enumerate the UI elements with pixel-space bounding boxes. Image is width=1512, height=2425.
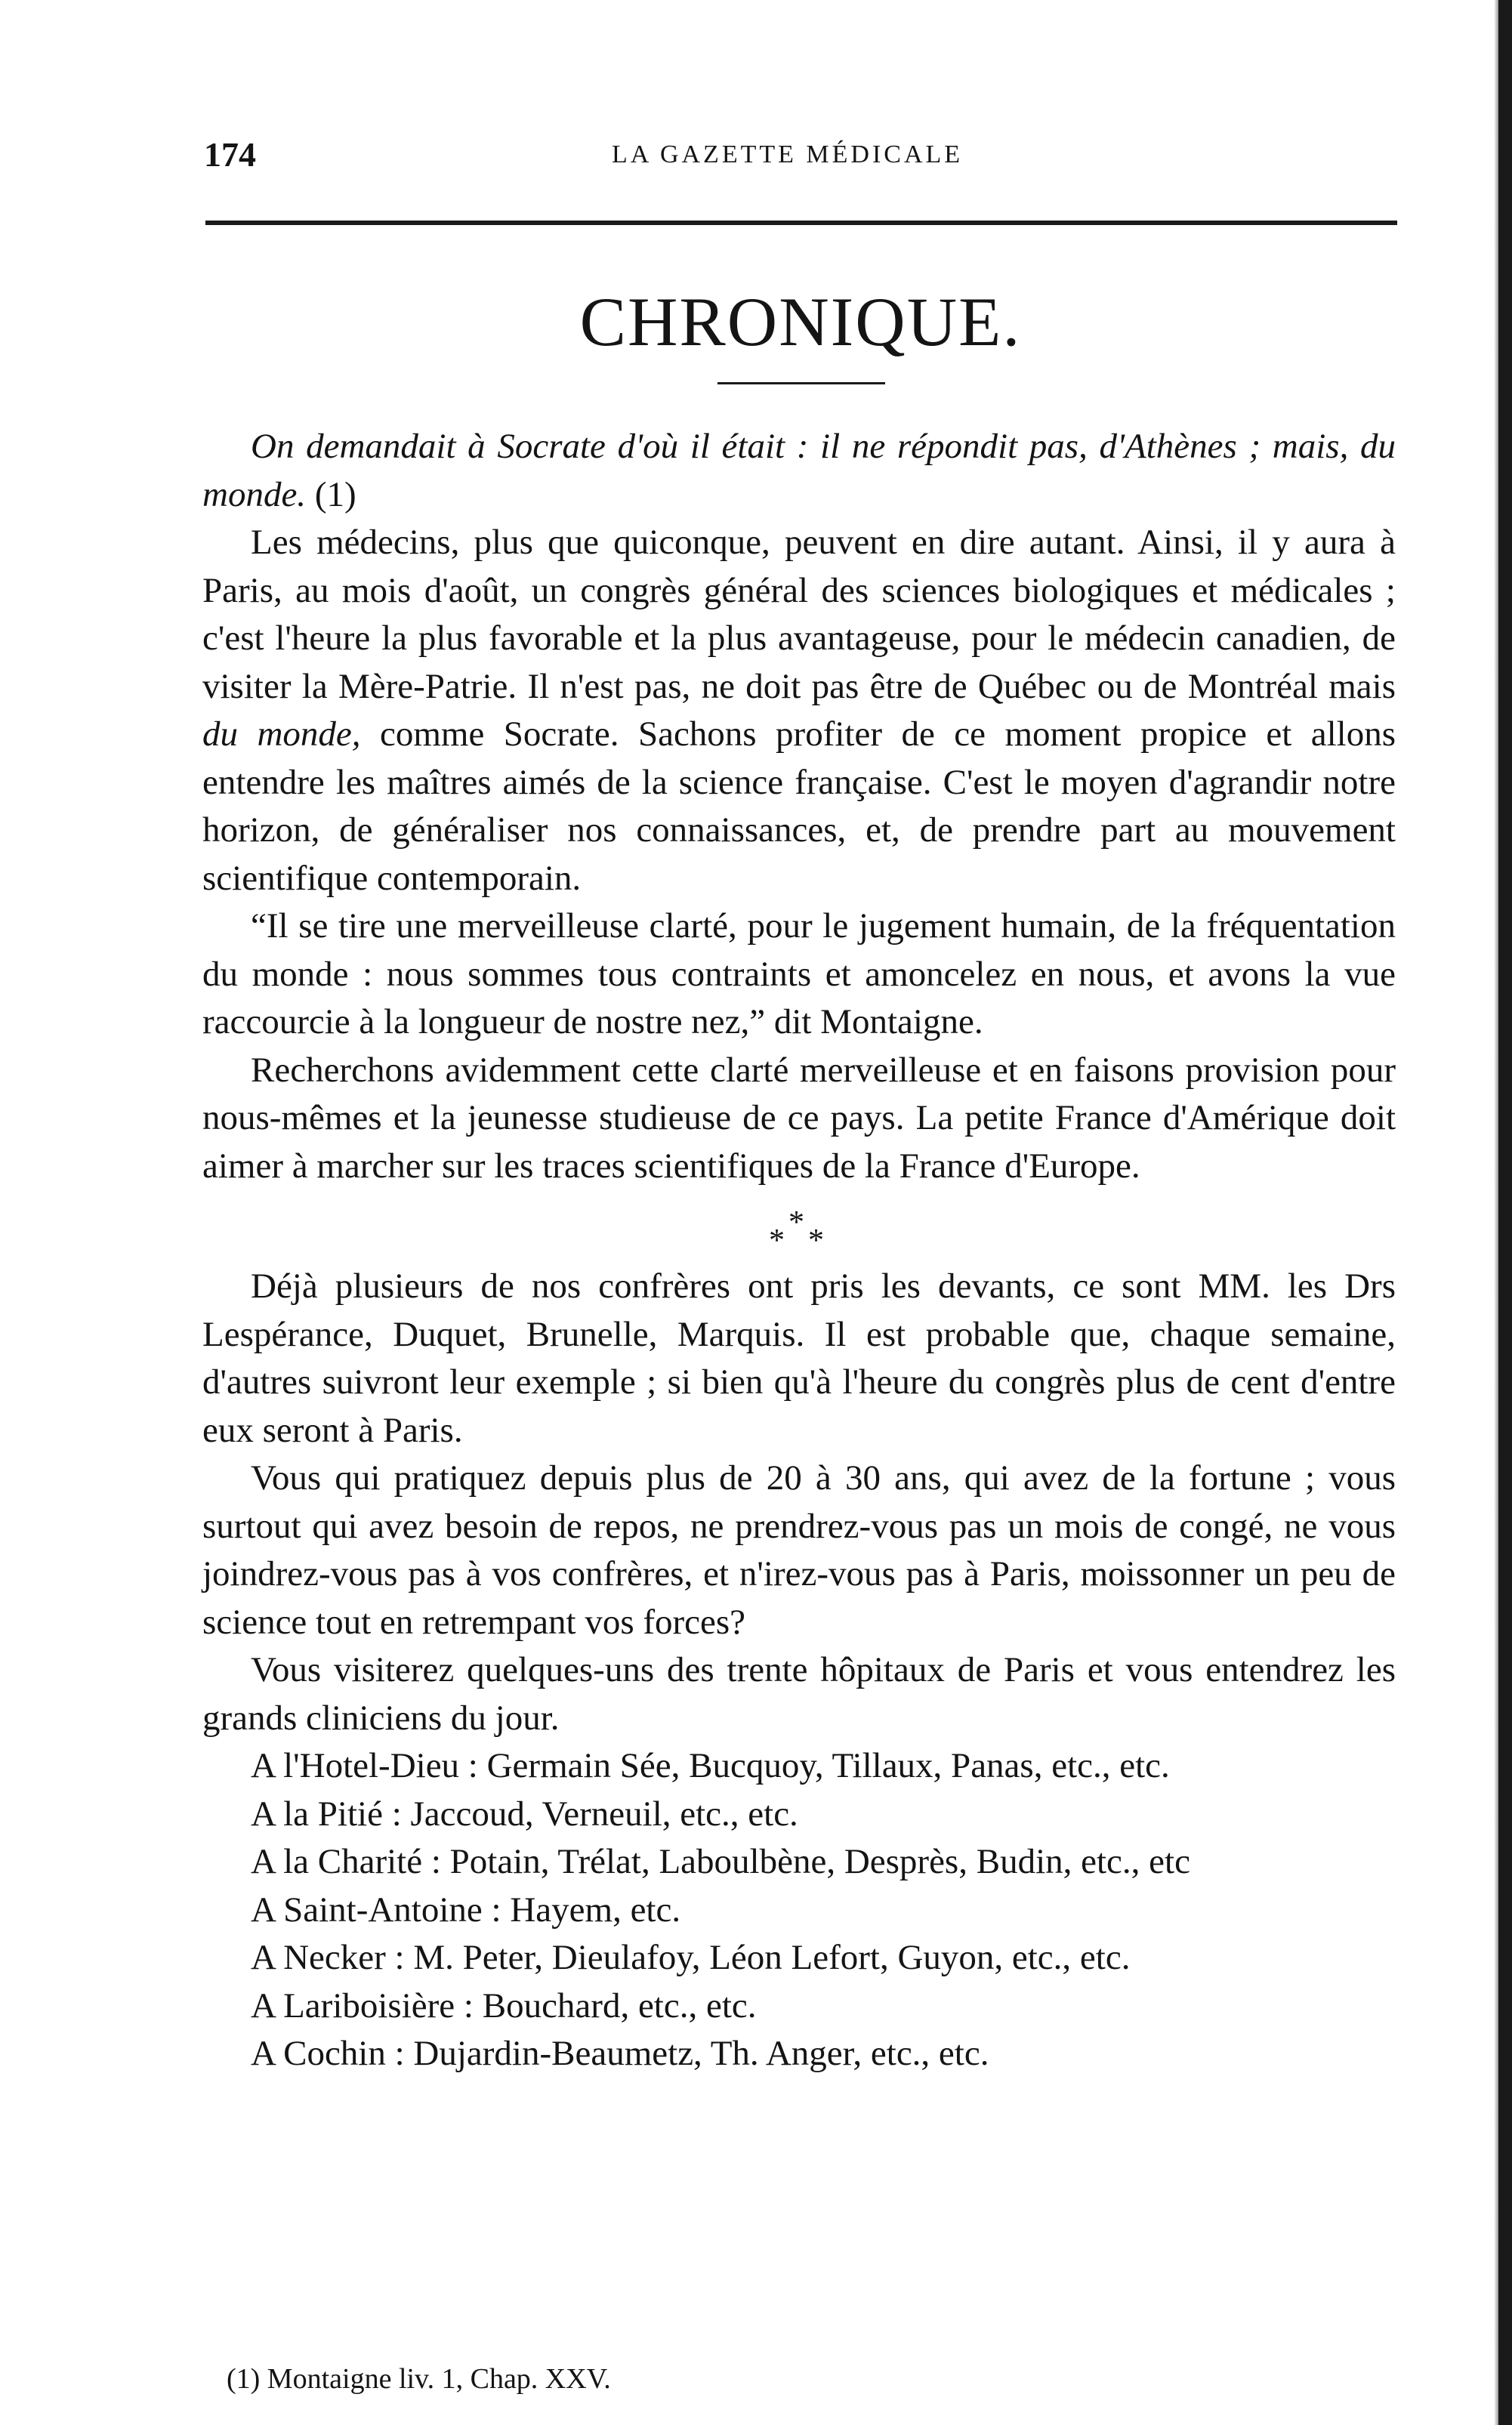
list-item: A l'Hotel-Dieu : Germain Sée, Bucquoy, Tillaux, Panas, etc., etc.	[251, 1746, 1170, 1785]
title-rule	[717, 382, 885, 384]
page-number: 174	[204, 135, 256, 174]
asterism-star-left: *	[769, 1223, 785, 1258]
hospital-list	[202, 1742, 1396, 2078]
footnote: (1) Montaigne liv. 1, Chap. XXV.	[227, 2363, 611, 2395]
header-rule	[205, 221, 1397, 225]
running-head	[204, 134, 1397, 187]
paragraph-4: Déjà plusieurs de nos confrères ont pris les devants, ce sont MM. les Drs Lespérance, Duquet, Brunelle, Marquis. Il est probable que, chaque semaine, d'autres suivront leur exemple ; si bien qu'à l'heure du congrès plus de cent d'entre eux seront à Paris.	[202, 1266, 1396, 1450]
article-body	[202, 423, 1396, 2078]
list-item: A Saint-Antoine : Hayem, etc.	[251, 1890, 681, 1930]
journal-title: LA GAZETTE MÉDICALE	[612, 140, 964, 168]
paragraph-5: Vous qui pratiquez depuis plus de 20 à 30 ans, qui avez de la fortune ; vous surtout qui avez besoin de repos, ne prendrez-vous pas un mois de congé, ne vous joindrez-vous pas à vos confrères, et n'irez-vous pas à Paris, moissonner un peu de science tout en retrempant vos forces?	[202, 1458, 1396, 1642]
list-item: A la Pitié : Jaccoud, Verneuil, etc., etc.	[251, 1794, 798, 1834]
section-title: CHRONIQUE.	[579, 283, 1022, 360]
list-item: A Lariboisière : Bouchard, etc., etc.	[251, 1985, 757, 2025]
asterism-star-right: *	[808, 1223, 824, 1258]
paragraph-1-after: comme Socrate. Sachons profiter de ce moment propice et allons entendre les maîtres aimés de la science française. C'est le moyen d'agrandir notre horizon, de généraliser nos connaissances, et, de prendre part au mouvement scientifique contemporain.	[202, 714, 1396, 898]
asterism-star-top: *	[788, 1205, 804, 1240]
paragraph-1-before: Les médecins, plus que quiconque, peuvent en dire autant. Ainsi, il y aura à Paris, au mois d'août, un congrès général des sciences biologiques et médicales ; c'est l'heure la plus favorable et la plus avantageuse, pour le médecin canadien, de visiter la Mère-Patrie. Il n'est pas, ne doit pas être de Québec ou de Montréal mais	[202, 523, 1396, 706]
paragraph-3: Recherchons avidemment cette clarté merveilleuse et en faisons provision pour nous-mêmes et la jeunesse studieuse de ce pays. La petite France d'Amérique doit aimer à marcher sur les traces scientifiques de la France d'Europe.	[202, 1050, 1396, 1186]
list-item: A Cochin : Dujardin-Beaumetz, Th. Anger, etc., etc.	[251, 2034, 989, 2073]
paragraph-1	[202, 519, 1396, 902]
paragraph-6: Vous visiterez quelques-uns des trente hôpitaux de Paris et vous entendrez les grands cliniciens du jour.	[202, 1650, 1396, 1738]
epigraph-text: On demandait à Socrate d'où il était : il ne répondit pas, d'Athènes ; mais, du monde.	[202, 427, 1396, 514]
footnote-reference: (1)	[314, 474, 356, 514]
paragraph-1-italic: du monde,	[202, 714, 361, 754]
list-item: A la Charité : Potain, Trélat, Laboulbène, Desprès, Budin, etc., etc	[251, 1842, 1190, 1881]
binding-edge	[1498, 0, 1512, 2425]
list-item: A Necker : M. Peter, Dieulafoy, Léon Lefort, Guyon, etc., etc.	[251, 1938, 1131, 1977]
paragraph-2: “Il se tire une merveilleuse clarté, pour le jugement humain, de la fréquentation du monde : nous sommes tous contraints et amoncelez en nous, et avons la vue raccourcie à la longueur de nostre nez,” dit Montaigne.	[202, 906, 1396, 1041]
asterism	[202, 1190, 1396, 1263]
epigraph	[202, 423, 1396, 519]
